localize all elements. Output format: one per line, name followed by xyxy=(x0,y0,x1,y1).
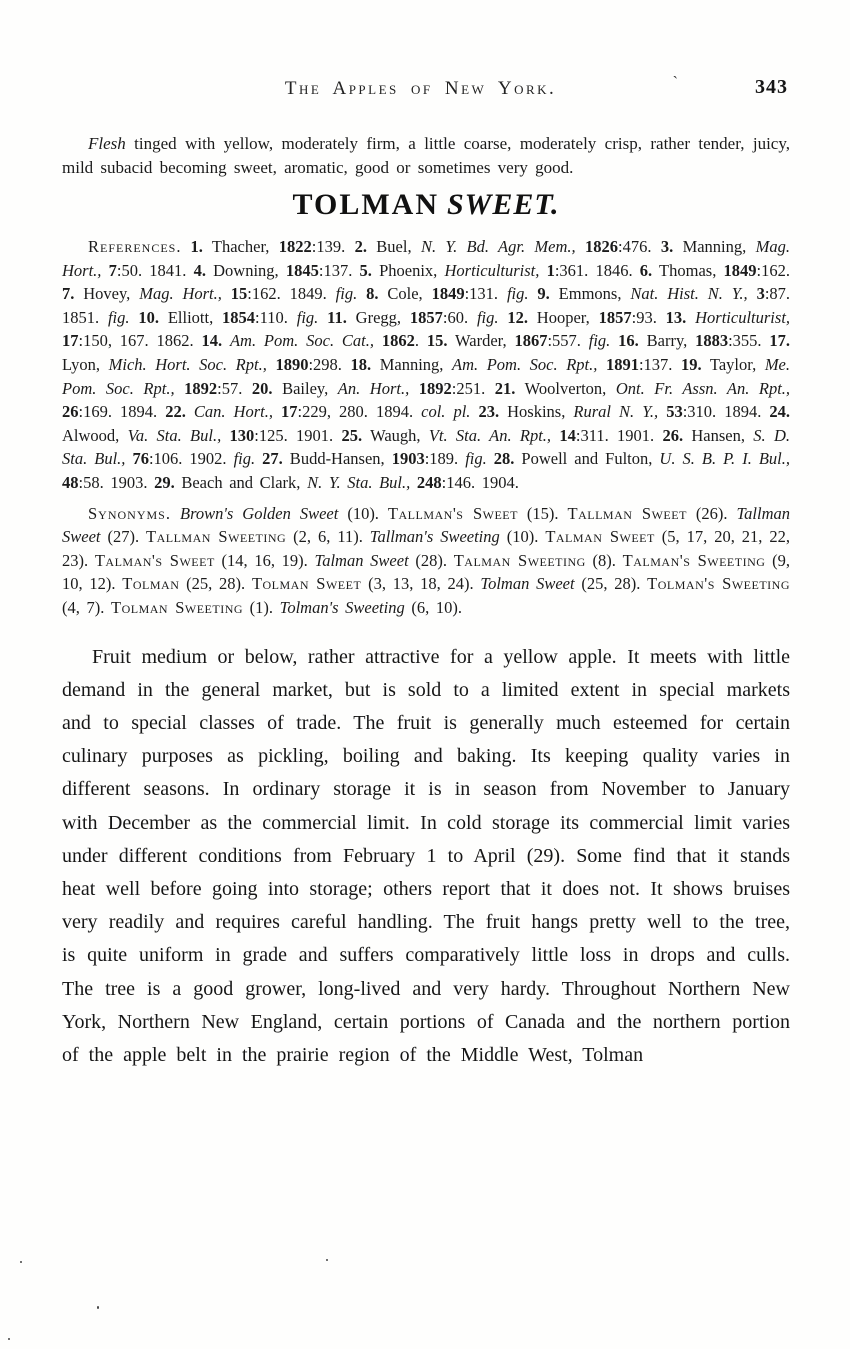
scan-speck xyxy=(326,1259,328,1261)
references-text: 1. Thacher, 1822:139. 2. Buel, N. Y. Bd. Agr. Mem., 1826:476. 3. Manning, Mag. Hort., 7:50. 1841. 4. Downing, 1845:137. 5. Phoenix, Horticulturist, 1:361. 1846. 6. Thomas, 1849:162. 7. Hovey, Mag. Hort., 15:162. 1849. fig. 8. Cole, 1849:131. fig. 9. Emmons, Nat. Hist. N. Y., 3:87. 1851. fig. 10. Elliott, 1854:110. fig. 11. Gregg, 1857:60. fig. 12. Hooper, 1857:93. 13. Horticulturist, 17:150, 167. 1862. 14. Am. Pom. Soc. Cat., 1862. 15. Warder, 1867:557. fig. 16. Barry, 1883:355. 17. Lyon, Mich. Hort. Soc. Rpt., 1890:298. 18. Manning, Am. Pom. Soc. Rpt., 1891:137. 19. Taylor, Me. Pom. Soc. Rpt., 1892:57. 20. Bailey, An. Hort., 1892:251. 21. Woolverton, Ont. Fr. Assn. An. Rpt., 26:169. 1894. 22. Can. Hort., 17:229, 280. 1894. col. pl. 23. Hoskins, Rural N. Y., 53:310. 1894. 24. Alwood, Va. Sta. Bul., 130:125. 1901. 25. Waugh, Vt. Sta. An. Rpt., 14:311. 1901. 26. Hansen, S. D. Sta. Bul., 76:106. 1902. fig. 27. Budd-Hansen, 1903:189. fig. 28. Powell and Fulton, U. S. B. P. I. Bul., 48:58. 1903. 29. Beach and Clark, N. Y. Sta. Bul., 248:146. 1904. xyxy=(62,237,791,492)
running-head-title: The Apples of New York. xyxy=(284,78,557,99)
scan-stray-mark: ˋ xyxy=(672,74,678,91)
references-paragraph xyxy=(62,235,790,495)
scan-speck xyxy=(97,1306,99,1309)
scan-speck xyxy=(8,1338,10,1340)
synonyms-label: Synonyms. xyxy=(88,503,171,523)
flesh-description-paragraph xyxy=(62,132,790,180)
running-head xyxy=(62,74,790,108)
page-number: 343 xyxy=(755,76,788,98)
variety-name: TOLMAN xyxy=(292,188,439,221)
synonyms-paragraph xyxy=(62,502,790,620)
body-paragraph: Fruit medium or below, rather attractive for a yellow apple. It meets with little demand in the general market, but is sold to a limited extent in special markets and to special classes of trade. The fruit is generally much esteemed for certain culinary purposes as pickling, boiling and baking. Its keeping quality varies in different seasons. In ordinary storage it is in season from November to January with December as the commercial limit. In cold storage its commercial limit varies under different conditions from February 1 to April (29). Some find that it stands heat well before going into storage; others report that it does not. It shows bruises very readily and requires careful handling. The fruit hangs pretty well to the tree, is quite uniform in grade and suffers comparatively little loss in drops and culls. The tree is a good grower, long-lived and very hardy. Throughout Northern New York, Northern New England, certain portions of Canada and the northern portion of the apple belt in the prairie region of the Middle West, Tolman xyxy=(62,645,790,1066)
references-label: References. xyxy=(88,237,182,256)
flesh-description-text: Flesh tinged with yellow, moderately firm, a little coarse, moderately crisp, rather tender, juicy, mild subacid becoming sweet, aromatic, good or sometimes very good. xyxy=(62,134,790,177)
synonyms-text: Brown's Golden Sweet (10). Tallman's Sweet (15). Tallman Sweet (26). Tallman Sweet (27). Tallman Sweeting (2, 6, 11). Tallman's Sweeting (10). Talman Sweet (5, 17, 20, 21, 22, 23). Talman's Sweet (14, 16, 19). Talman Sweet (28). Talman Sweeting (8). Talman's Sweeting (9, 10, 12). Tolman (25, 28). Tolman Sweet (3, 13, 18, 24). Tolman Sweet (25, 28). Tolman's Sweeting (4, 7). Tolman Sweeting (1). Tolman's Sweeting (6, 10). xyxy=(62,503,791,617)
scan-speck xyxy=(20,1261,22,1263)
variety-name-italic: SWEET. xyxy=(447,188,560,221)
variety-title xyxy=(62,187,790,223)
